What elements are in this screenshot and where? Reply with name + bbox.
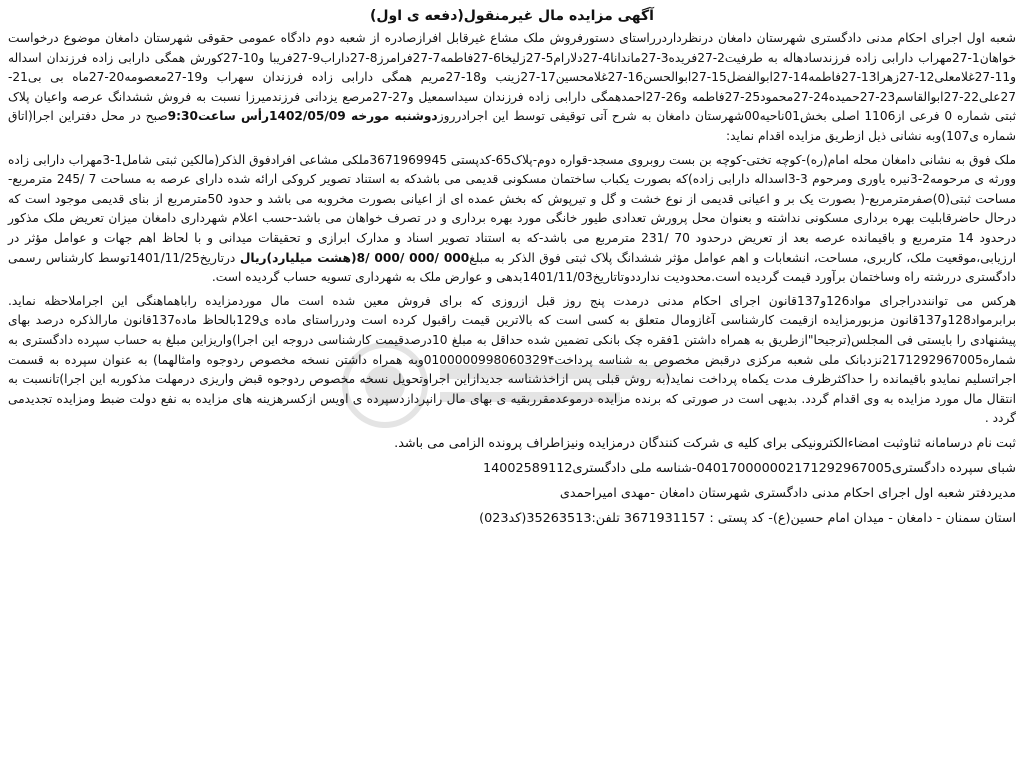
paragraph-1-text-b: صبح در محل دفتراین اجرا(اتاق شماره ی107)وبه نشانی ذیل ازطریق مزایده اقدام نماید: <box>8 109 1016 143</box>
registration-note: ثبت نام درسامانه ثناوثبت امضاءالکترونیکی برای کلیه ی شرکت کنندگان درمزایده ونیزاطراف پرونده الزامی می باشد. <box>394 435 1016 451</box>
paragraph-auction-order <box>8 29 1016 147</box>
shaba-and-national-id: شبای سپرده دادگستری040170000002171292967005-شناسه ملی دادگستری14002589112 <box>482 460 1016 476</box>
appraised-price: 000 /000 /000 /8(هشت میلیارد)ریال <box>239 250 470 265</box>
office-manager: مدیردفتر شعبه اول اجرای احکام مدنی دادگستری شهرستان دامغان -مهدی امیراحمدی <box>559 485 1016 501</box>
office-address: استان سمنان - دامغان - میدان امام حسین(ع)- کد پستی : 3671931157 تلفن:35263513(کد023) <box>479 510 1016 526</box>
auction-date-time: دوشنبه مورخه 1402/05/09رأس ساعت9:30 <box>167 109 438 124</box>
notice-page <box>8 4 1016 769</box>
paragraph-2-text-a: ملک فوق به نشانی دامغان محله امام(ره)-کوچه تختی-کوچه بن بست روبروی مسجد-قواره دوم-پلاک65-کدپستی 3671969945ملکی مشاعی افرادفوق الذکر(مالکین ثبتی شامل1-3مهراب دارابی زاده وورثه ی مرحومه2-3نیره یاوری ومرحوم 3-3اسداله دارابی زاده)که بصورت یکباب ساختمان مسکونی قدیمی می باشدکه به استناد تصویر کروکی ارائه شده دارای عرصه به مساحت 7 /245 مترمربع-مساحت ثبتی(0)صفرمترمربع-( بصورت یک بر و اعیانی قدیمی از نوع خشت و گل و تیرپوش که بخش عمده ای از اعیانی بصورت مخروبه می باشد و حدود 50مترمربع از بنای قدیمی موجود است که درحال حاضرقابلیت بهره برداری مسکونی نداشته و بعنوان محل پرورش تعدادی طیور خانگی مورد بهره برداری و در تصرف خواهان می باشد-حسب اعلام شهرداری دامغان میزان تعریض ملک مذکور درحدود 14 مترمربع و باقیمانده عرصه بعد از تعریض درحدود 70 /231 مترمربع می باشد-که به استناد تصویر اسناد و مدارک ابرازی و تحقیقات میدانی و با لحاظ اهم جهات و عوامل مؤثر در ارزیابی،موقعیت ملک، کاربری، مساحت، انشعابات و اهم عوامل مؤثر ششدانگ پلاک ثبتی فوق الذکر به مبلغ <box>8 152 1017 265</box>
notice-title: آگهی مزایده مال غیرمنقول(دفعه ی اول) <box>370 8 654 24</box>
paragraph-1-text-a: شعبه اول اجرای احکام مدنی دادگستری شهرستان دامغان درنظرداردرراستای دستورفروش ملک مشاع غیرقابل افرازصادره از شعبه دوم دادگاه عمومی حقوقی شهرستان دامغان موضوع درخواست خواهان1-27مهراب دارابی زاده فرزندسادهاله به طرفیت2-27فریده3-27ماندانا4-27دلارام5-27زلیخا6-27فاطمه7-27فرامرز8-27داراب9-27فریبا و10-27کورش همگی دارابی زاده فرزندان اسداله و11-27غلامعلی12-27زهرا13-27فاطمه14-27ابوالفضل15-27ابوالحسن16-27غلامحسین17-27زینب و18-27مریم همگی دارابی زاده فرزندان سهراب و19-27معصومه20-27ماه بی بی21-27علی22-27ابوالقاسم23-27حمیده24-27محمود25-27فاطمه و26-27احمدهمگی دارابی زاده فرزندان سیداسمعیل و27-27مرصع یزدانی فرزندمیرزا نسبت به فروش ششدانگ عرصه واعیان پلاک ثبتی شماره 0 فرعی از1106 اصلی بخش01ناحیه00شهرستان دامغان به شرح آتی توقیفی توسط این اجرادرروز <box>8 31 1017 124</box>
paragraph-auction-terms: هرکس می تواننددراجرای مواد126و137قانون اجرای احکام مدنی درمدت پنج روز قبل ازروزی که برای فروش معین شده است مال موردمزایده راباهماهنگی این اجراملاحظه نماید. برابرمواد128و137قانون مزبورمزایده ازقیمت کارشناسی آغازومال متعلق به کسی است که بالاترین قیمت راقبول کرده است ودرراستای ماده ی129بالحاظ ماده137قانون مارالذکره درصد بهای پیشنهادی را بایستی فی المجلس(ترجیحا"ازطریق به همراه داشتن 1فقره چک بانکی تضمین شده حداقل به مبلغ 10درصدقیمت کارشناسی دروجه این اجرا)واریزاین مبلغ به حساب سپرده دادگستری به شماره2171292967005نزدبانک ملی شعبه مرکزی درقبض مخصوص به شناسه پرداخت0100000998060329۴وبه همراه داشتن نسخه مخصوص ردوجوه وامثالهما) به عنوان سپرده به قسمت اجراتسلیم نمایدو باقیمانده را حداکثرظرف مدت یکماه پرداخت نماید(به روش قبلی پس ازاخذشناسه جدیدازاین اجراوتحویل نسخه مخصوص ردوجوه قبض واریزی درمهلت مذکوربه این اجرا)تانسبت به انتقال مال مورد مزایده به وی اقدام گردد. بدیهی است در صورتی که برنده مزایده درموعدمقرربقیه ی بهای مال رانپردازدسپرده ی اویس ازکسرهزینه های مزایده به نفع دولت ضبط ومزایده تجدیدمی گردد . <box>8 293 1017 426</box>
paragraph-property-description <box>8 151 1016 288</box>
paragraph-2-text-b: درتاریخ1401/11/25توسط کارشناس رسمی دادگستری دررشته راه وساختمان برآورد قیمت گردیده است.محدودیت ندارددوتاتاریخ1401/11/03بدهی و عوارض ملک به شهرداری تسویه حساب گردیده است. <box>8 250 1016 285</box>
